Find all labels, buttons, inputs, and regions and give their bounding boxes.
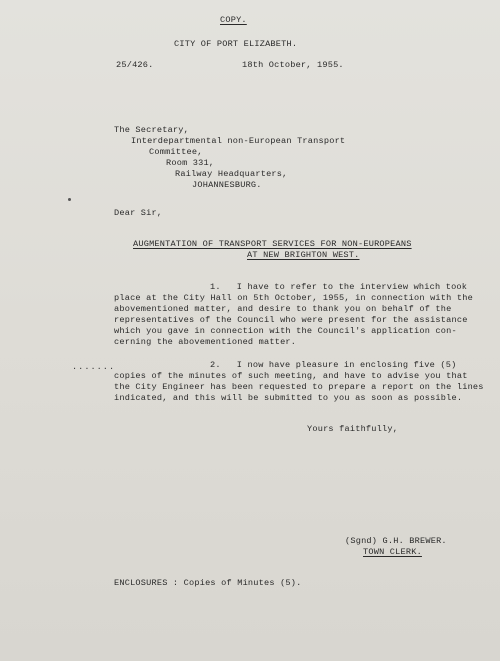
closing: Yours faithfully, bbox=[307, 424, 399, 434]
reference-number: 25/426. bbox=[116, 60, 154, 70]
address-line: Room 331, bbox=[166, 158, 215, 168]
paragraph-line: copies of the minutes of such meeting, and have to advise you that bbox=[114, 371, 468, 381]
signatory-title: TOWN CLERK. bbox=[363, 547, 422, 557]
paragraph-line: which you gave in connection with the Council's application con- bbox=[114, 326, 457, 336]
copy-heading: COPY. bbox=[220, 15, 247, 25]
address-line: JOHANNESBURG. bbox=[192, 180, 262, 190]
paragraph-line: 2. I now have pleasure in enclosing five (5) bbox=[210, 360, 457, 370]
paragraph-line: place at the City Hall on 5th October, 1955, in connection with the bbox=[114, 293, 473, 303]
paragraph-line: abovementioned matter, and desire to thank you on behalf of the bbox=[114, 304, 452, 314]
paragraph-line: 1. I have to refer to the interview which took bbox=[210, 282, 468, 292]
paper-mark bbox=[68, 198, 71, 201]
address-line: Committee, bbox=[149, 147, 203, 157]
paragraph-line: representatives of the Council who were present for the assistance bbox=[114, 315, 468, 325]
city-heading: CITY OF PORT ELIZABETH. bbox=[174, 39, 298, 49]
paragraph-line: the City Engineer has been requested to prepare a report on the lines bbox=[114, 382, 484, 392]
letter-date: 18th October, 1955. bbox=[242, 60, 344, 70]
paragraph-line: cerning the abovementioned matter. bbox=[114, 337, 297, 347]
address-line: Railway Headquarters, bbox=[175, 169, 288, 179]
address-line: Interdepartmental non-European Transport bbox=[131, 136, 346, 146]
enclosures-note: ENCLOSURES : Copies of Minutes (5). bbox=[114, 578, 302, 588]
subject-line-1: AUGMENTATION OF TRANSPORT SERVICES FOR NON-EUROPEANS bbox=[133, 239, 412, 249]
margin-dots: ....... bbox=[72, 362, 116, 372]
address-line: The Secretary, bbox=[114, 125, 189, 135]
paragraph-line: indicated, and this will be submitted to you as soon as possible. bbox=[114, 393, 463, 403]
signature-line: (Sgnd) G.H. BREWER. bbox=[345, 536, 447, 546]
salutation: Dear Sir, bbox=[114, 208, 163, 218]
subject-line-2: AT NEW BRIGHTON WEST. bbox=[247, 250, 360, 260]
